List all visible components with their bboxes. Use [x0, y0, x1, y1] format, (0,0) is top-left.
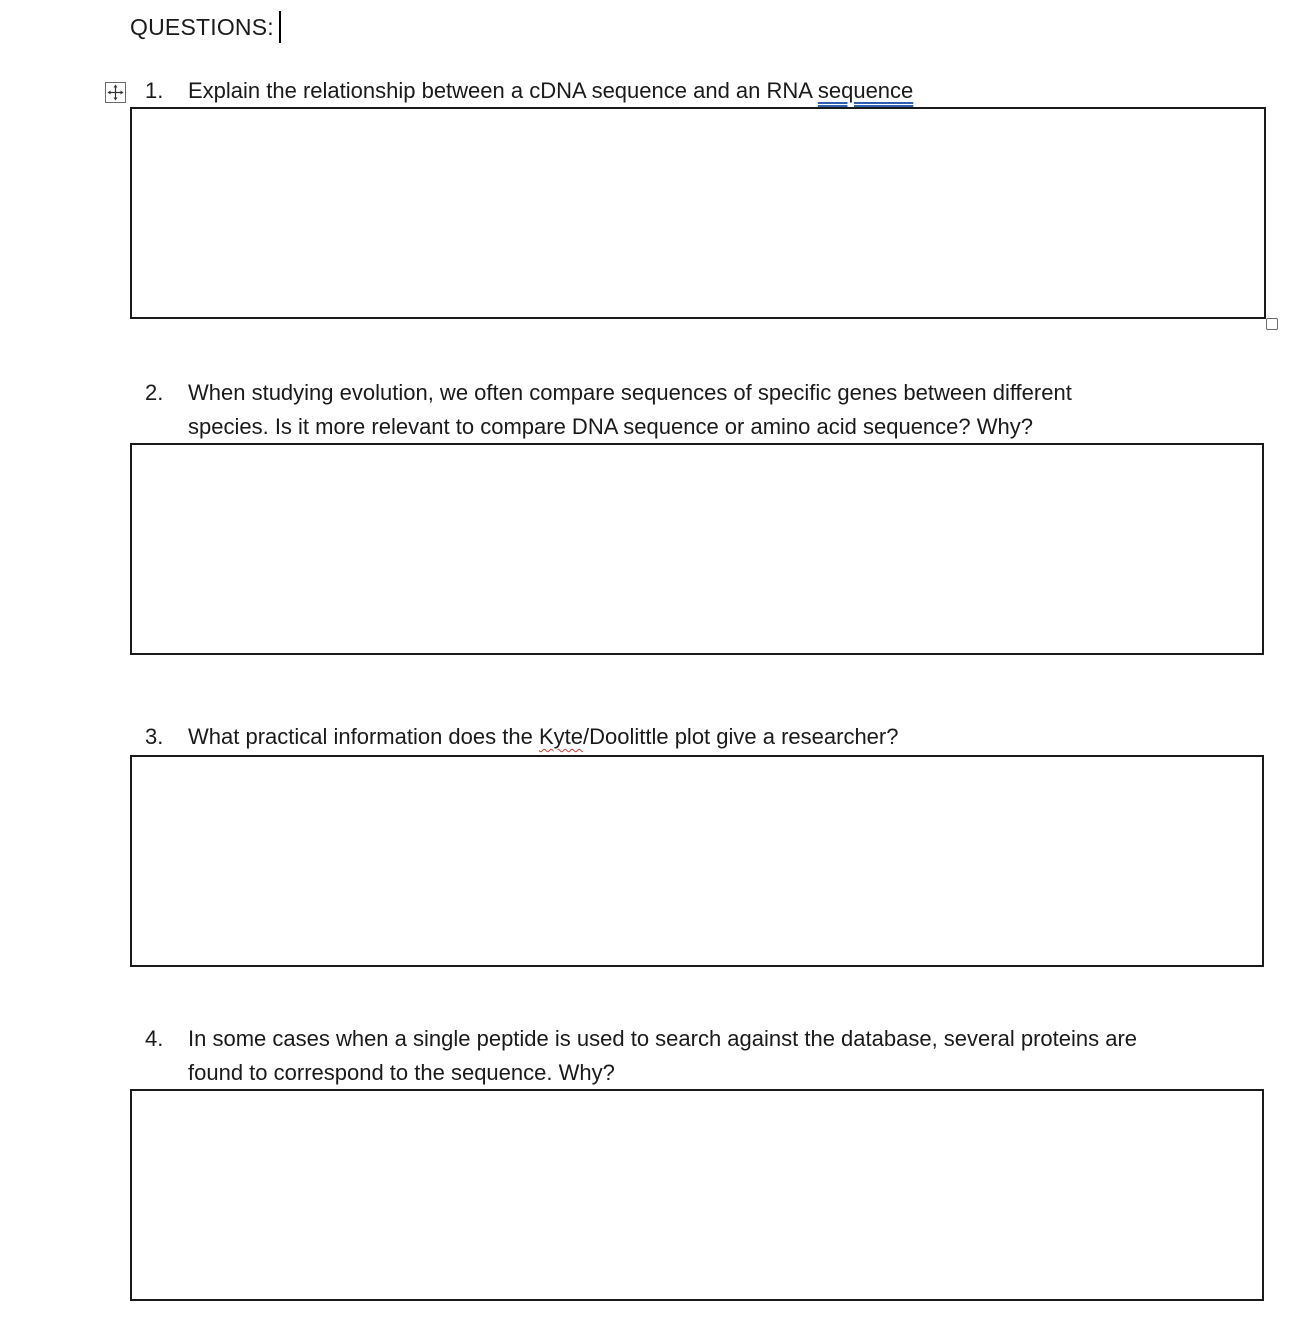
move-arrows-icon	[106, 83, 125, 102]
answer-box-2[interactable]	[130, 443, 1264, 655]
spelling-flagged-word[interactable]: Kyte	[538, 724, 583, 749]
question-number: 3.	[145, 724, 164, 749]
table-move-handle[interactable]	[105, 82, 126, 103]
question-number: 2.	[145, 380, 164, 405]
answer-box-4[interactable]	[130, 1089, 1264, 1301]
answer-box-3[interactable]	[130, 755, 1264, 967]
question-text	[188, 74, 913, 108]
question-number: 1.	[145, 78, 164, 103]
answer-box-1[interactable]	[130, 107, 1266, 319]
grammar-flagged-word[interactable]: sequence	[817, 78, 914, 103]
question-text-line: found to correspond to the sequence. Why?	[188, 1060, 615, 1085]
question-text-before: What practical information does the	[188, 724, 539, 749]
resize-square-icon[interactable]	[1266, 318, 1278, 330]
question-text-after: /Doolittle plot give a researcher?	[582, 724, 899, 749]
question-text-line: When studying evolution, we often compare sequences of specific genes between different	[188, 380, 1072, 405]
question-text-line: species. Is it more relevant to compare DNA sequence or amino acid sequence? Why?	[188, 414, 1033, 439]
question-number: 4.	[145, 1026, 164, 1051]
page-title	[130, 11, 281, 43]
question-text-line: Explain the relationship between a cDNA sequence and an RNA	[188, 78, 812, 103]
page-title-text: QUESTIONS:	[130, 13, 274, 40]
text-cursor	[279, 11, 281, 43]
question-text-line: In some cases when a single peptide is used to search against the database, several proteins are	[188, 1026, 1138, 1051]
question-text	[188, 720, 898, 754]
